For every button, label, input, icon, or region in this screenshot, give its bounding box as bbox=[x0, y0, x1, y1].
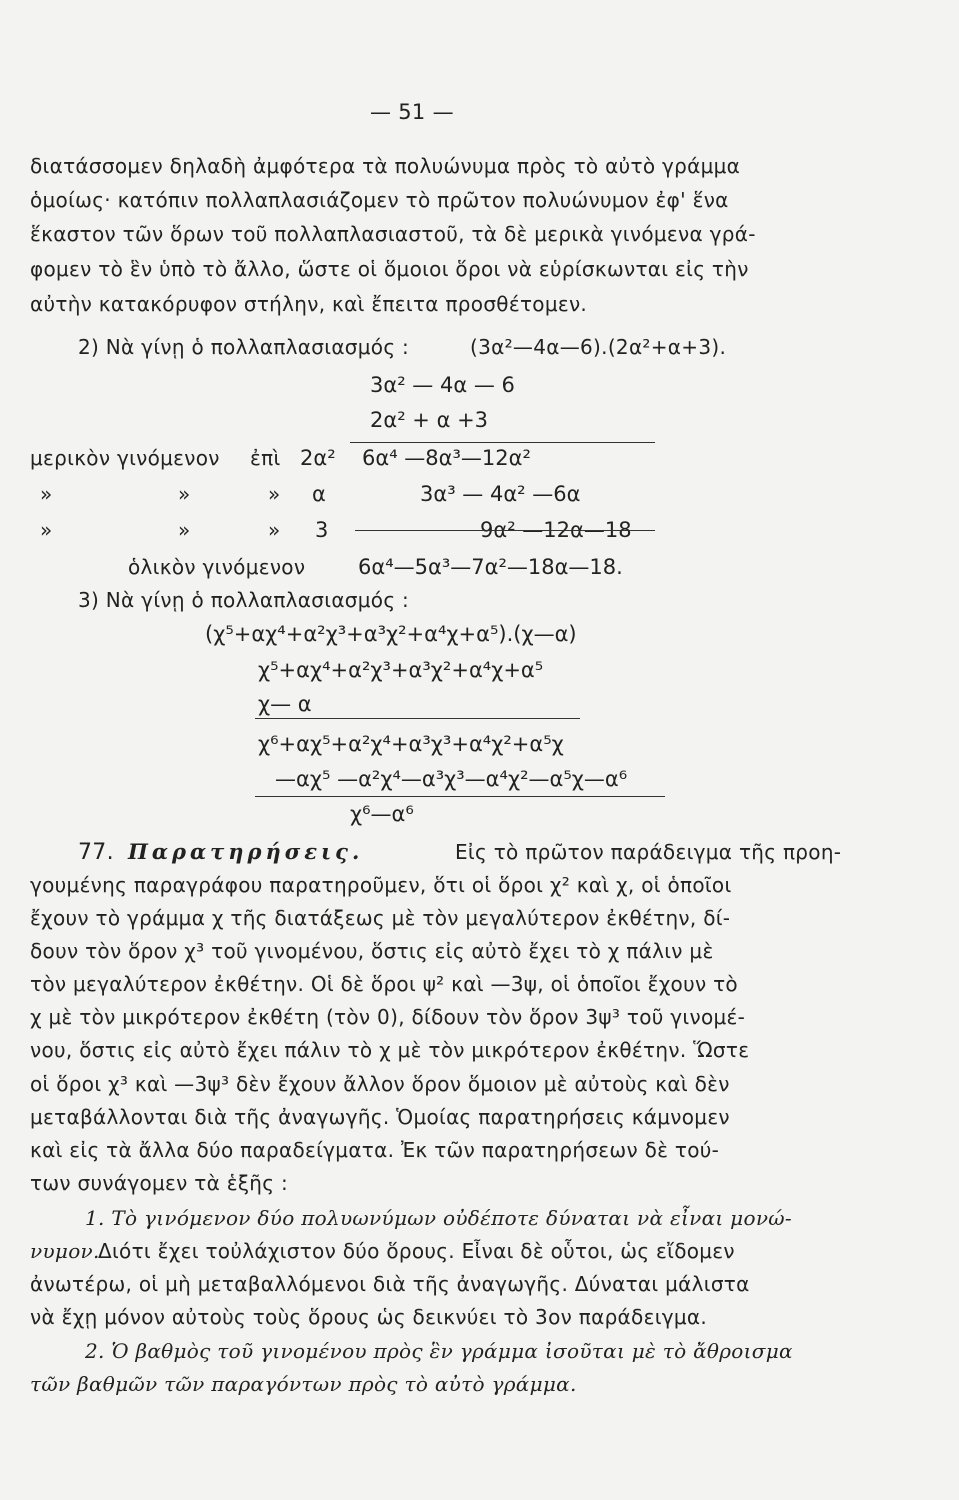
ditto-mark: » bbox=[40, 482, 53, 506]
text-line: ἕκαστον τῶν ὅρων τοῦ πολλαπλασιαστοῦ, τὰ δὲ μερικὰ γινόμενα γρά- bbox=[30, 222, 756, 246]
product-result: χ⁶—α⁶ bbox=[350, 802, 414, 826]
factor-1: 3α² — 4α — 6 bbox=[370, 373, 515, 397]
point-2-italic: τῶν βαθμῶν τῶν παραγόντων πρὸς τὸ αὐτὸ γράμμα. bbox=[30, 1372, 577, 1396]
text-line: Διότι ἔχει τοὐλάχιστον δύο ὅρους. Εἶναι δὲ οὗτοι, ὡς εἴδομεν bbox=[98, 1239, 735, 1263]
text-line: γουμένης παραγράφου παρατηροῦμεν, ὅτι οἱ ὅροι χ² καὶ χ, οἱ ὁποῖοι bbox=[30, 873, 732, 897]
point-1-italic-end: νυμον. bbox=[30, 1239, 100, 1263]
section-title: Παρατηρήσεις. bbox=[128, 839, 364, 864]
partial-label: μερικὸν γινόμενον bbox=[30, 446, 220, 470]
total-product: 6α⁴—5α³—7α²—18α—18. bbox=[358, 555, 623, 579]
ditto-mark: » bbox=[178, 518, 191, 542]
text-line: δουν τὸν ὅρον χ³ τοῦ γινομένου, ὅστις εἰς αὐτὸ ἔχει τὸ χ πάλιν μὲ bbox=[30, 939, 714, 963]
product-row-1: χ⁶+αχ⁵+α²χ⁴+α³χ³+α⁴χ²+α⁵χ bbox=[258, 732, 564, 756]
total-label: ὁλικὸν γινόμενον bbox=[128, 555, 306, 579]
factor-2: 2α² + α +3 bbox=[370, 408, 489, 432]
ditto-mark: » bbox=[268, 518, 281, 542]
page-number: — 51 — bbox=[370, 100, 454, 124]
example-2-heading: 2) Νὰ γίνῃ ὁ πολλαπλασιασμός : bbox=[78, 335, 410, 359]
text-line: τὸν μεγαλύτερον ἐκθέτην. Οἱ δὲ ὅροι ψ² καὶ —3ψ, οἱ ὁποῖοι ἔχουν τὸ bbox=[30, 972, 738, 996]
section-number: 77. bbox=[78, 840, 114, 865]
multiplier: α bbox=[312, 482, 326, 506]
text-line: διατάσσομεν δηλαδὴ ἀμφότερα τὰ πολυώνυμα πρὸς τὸ αὐτὸ γράμμα bbox=[30, 154, 741, 178]
ditto-mark: » bbox=[178, 482, 191, 506]
point-2-italic: 2. Ὁ βαθμὸς τοῦ γινομένου πρὸς ἓν γράμμα ἰσοῦται μὲ τὸ ἄθροισμα bbox=[85, 1339, 793, 1363]
point-1-italic: 1. Τὸ γινόμενον δύο πολυωνύμων οὐδέποτε δύναται νὰ εἶναι μονώ- bbox=[85, 1206, 792, 1230]
example-3-expression: (χ⁵+αχ⁴+α²χ³+α³χ²+α⁴χ+α⁵).(χ—α) bbox=[205, 622, 577, 646]
rule bbox=[355, 530, 655, 531]
text-line: χ μὲ τὸν μικρότερον ἐκθέτη (τὸν 0), δίδουν τὸν ὅρον 3ψ³ τοῦ γινομέ- bbox=[30, 1005, 746, 1029]
example-3-heading: 3) Νὰ γίνῃ ὁ πολλαπλασιασμός : bbox=[78, 588, 410, 612]
factor-2: χ— α bbox=[258, 692, 312, 716]
text-line: νὰ ἔχῃ μόνον αὐτοὺς τοὺς ὅρους ὡς δεικνύει τὸ 3ον παράδειγμα. bbox=[30, 1305, 708, 1329]
product-row-2: —αχ⁵ —α²χ⁴—α³χ³—α⁴χ²—α⁵χ—α⁶ bbox=[275, 767, 628, 791]
text-line: φομεν τὸ ἓν ὑπὸ τὸ ἄλλο, ὥστε οἱ ὅμοιοι ὅροι νὰ εὑρίσκωνται εἰς τὴν bbox=[30, 257, 749, 281]
text-line: μεταβάλλονται διὰ τῆς ἀναγωγῆς. Ὁμοίας παρατηρήσεις κάμνομεν bbox=[30, 1105, 730, 1129]
text-line: νου, ὅστις εἰς αὐτὸ ἔχει πάλιν τὸ χ μὲ τὸν μικρότερον ἐκθέτην. Ὥστε bbox=[30, 1038, 750, 1062]
rule bbox=[350, 442, 655, 443]
partial-product: 3α³ — 4α² —6α bbox=[420, 482, 581, 506]
example-2-expression: (3α²—4α—6).(2α²+α+3). bbox=[470, 335, 727, 359]
text-line: των συνάγομεν τὰ ἑξῆς : bbox=[30, 1171, 289, 1195]
rule bbox=[255, 718, 580, 719]
ditto-mark: » bbox=[268, 482, 281, 506]
text-line: Εἰς τὸ πρῶτον παράδειγμα τῆς προη- bbox=[455, 840, 842, 864]
partial-product: 9α² —12α—18 bbox=[480, 518, 632, 542]
text-line: οἱ ὅροι χ³ καὶ —3ψ³ δὲν ἔχουν ἄλλον ὅρον ὅμοιον μὲ αὐτοὺς καὶ δὲν bbox=[30, 1072, 730, 1096]
rule bbox=[255, 796, 665, 797]
text-line: αὐτὴν κατακόρυφον στήλην, καὶ ἔπειτα προσθέτομεν. bbox=[30, 292, 588, 316]
ditto-mark: » bbox=[40, 518, 53, 542]
partial-product: 6α⁴ —8α³—12α² bbox=[362, 446, 531, 470]
factor-1: χ⁵+αχ⁴+α²χ³+α³χ²+α⁴χ+α⁵ bbox=[258, 658, 544, 682]
text-line: ὁμοίως· κατόπιν πολλαπλασιάζομεν τὸ πρῶτον πολυώνυμον ἐφ' ἕνα bbox=[30, 188, 729, 212]
multiplier: 3 bbox=[315, 518, 329, 542]
multiplier: 2α² bbox=[300, 446, 336, 470]
text-line: ἔχουν τὸ γράμμα χ τῆς διατάξεως μὲ τὸν μεγαλύτερον ἐκθέτην, δί- bbox=[30, 906, 731, 930]
text-line: καὶ εἰς τὰ ἄλλα δύο παραδείγματα. Ἐκ τῶν παρατηρήσεων δὲ τού- bbox=[30, 1138, 720, 1162]
epi-label: ἐπὶ bbox=[250, 446, 281, 470]
text-line: ἀνωτέρω, οἱ μὴ μεταβαλλόμενοι διὰ τῆς ἀναγωγῆς. Δύναται μάλιστα bbox=[30, 1272, 750, 1296]
